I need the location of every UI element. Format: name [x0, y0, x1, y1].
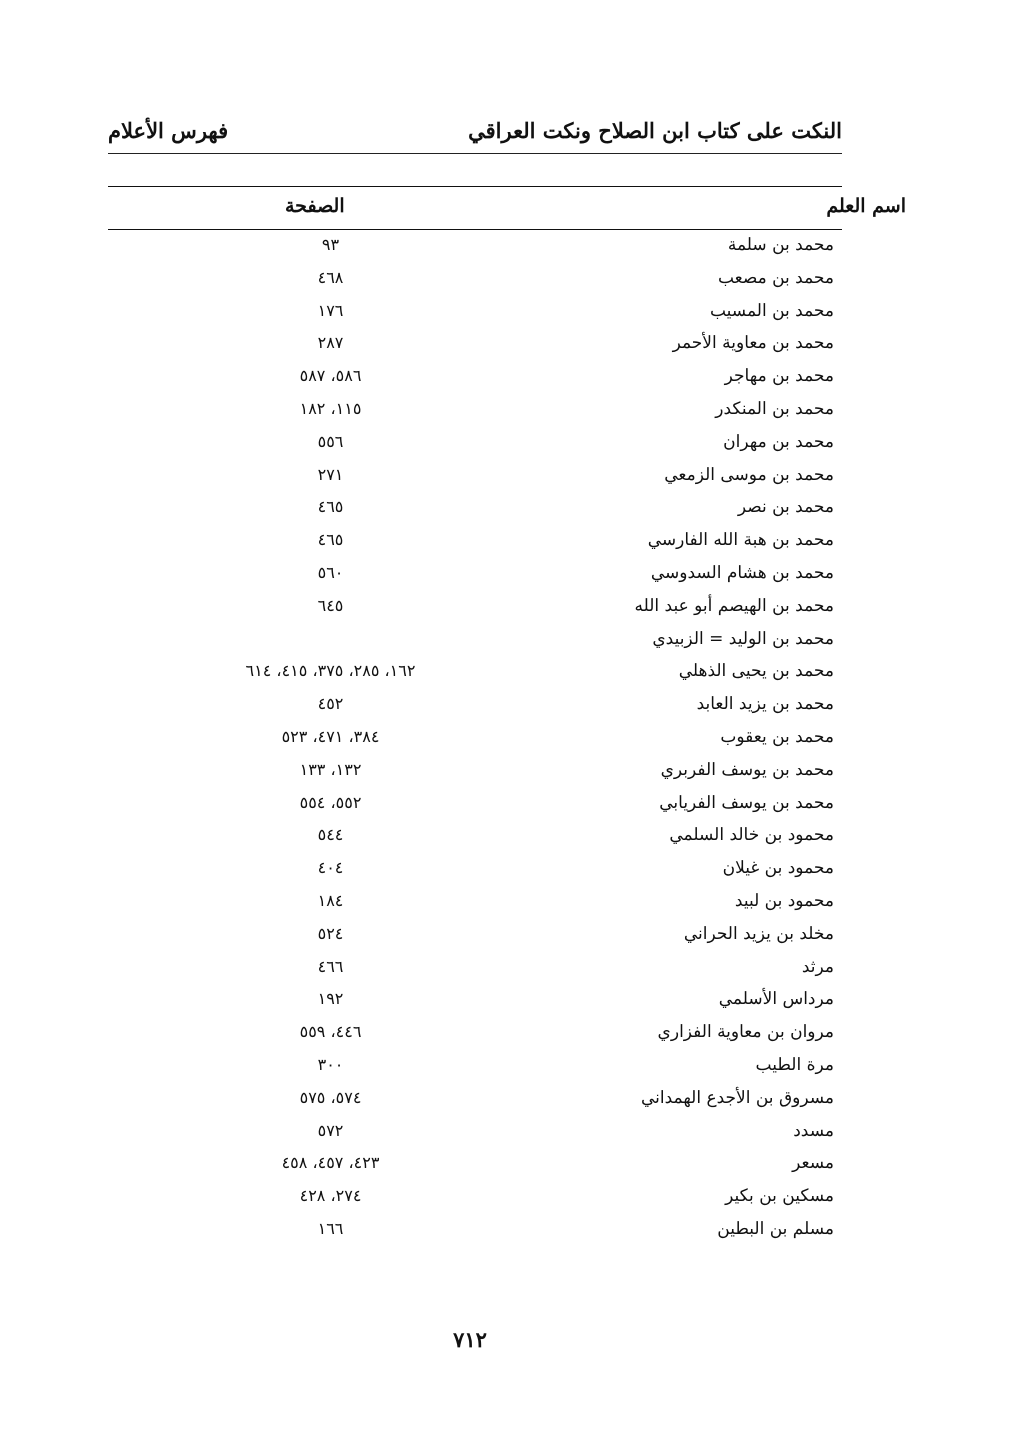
entry-pages: ٩٣: [321, 235, 340, 254]
entry-pages: ٢٧١: [317, 464, 344, 484]
entry-name: مسدد: [793, 1120, 834, 1141]
entry-pages: ٥٤٤: [317, 825, 344, 845]
table-row: [108, 232, 842, 265]
entry-pages: ٦٤٥: [317, 595, 344, 615]
table-row: [108, 494, 842, 527]
entry-pages: ٤٦٥: [317, 497, 344, 517]
entry-name: محمد بن سلمة: [727, 235, 834, 255]
table-row: [108, 986, 842, 1019]
entry-name: محمد بن يعقوب: [720, 726, 834, 747]
table-row: [108, 790, 842, 823]
entry-name: محمد بن يوسف الفربري: [660, 759, 834, 780]
entry-name: محمد بن المسيب: [709, 300, 834, 321]
table-row: [108, 265, 842, 298]
entry-pages: ٤٦٥: [317, 530, 344, 550]
table-row: [108, 1118, 842, 1151]
column-header-page: الصفحة: [285, 195, 345, 217]
entry-name: مسلم بن البطين: [717, 1218, 834, 1239]
table-row: [108, 1085, 842, 1118]
table-row: [108, 560, 842, 593]
entry-pages: ٤٤٦، ٥٥٩: [299, 1022, 362, 1042]
table-row: [108, 757, 842, 790]
entry-name: مروان بن معاوية الفزاري: [657, 1022, 834, 1043]
entry-name: محمد بن نصر: [737, 497, 834, 518]
entry-name: محمد بن المنكدر: [715, 398, 834, 419]
table-row: [108, 363, 842, 396]
column-header-name: اسم العلم: [826, 195, 906, 217]
entry-pages: ١٨٤: [317, 890, 344, 910]
table-row: [108, 626, 842, 659]
entry-pages: ٣٨٤، ٤٧١، ٥٢٣: [281, 726, 380, 746]
entry-name: محمد بن موسى الزمعي: [664, 464, 834, 485]
entry-name: محمود بن خالد السلمي: [669, 825, 834, 846]
table-row: [108, 921, 842, 954]
entry-name: محمد بن مهاجر: [724, 366, 834, 387]
entry-name: مسروق بن الأجدع الهمداني: [640, 1087, 834, 1108]
entry-name: مسكين بن بكير: [725, 1186, 834, 1207]
index-table-body: [108, 232, 842, 1249]
entry-pages: ١٣٢، ١٣٣: [299, 759, 362, 779]
entry-name: محمد بن معاوية الأحمر: [672, 333, 834, 354]
entry-pages: ٤٢٣، ٤٥٧، ٤٥٨: [281, 1153, 380, 1173]
table-row: [108, 658, 842, 691]
entry-pages: ٥٥٦: [317, 431, 344, 451]
book-title: النكت على كتاب ابن الصلاح ونكت العراقي: [468, 118, 842, 143]
entry-pages: ١٩٢: [317, 989, 344, 1009]
entry-pages: ١١٥، ١٨٢: [299, 398, 362, 418]
entry-pages: ٤٥٢: [317, 694, 344, 714]
table-row: [108, 855, 842, 888]
entry-name: محمد بن هبة الله الفارسي: [647, 530, 834, 551]
page-number: ٧١٢: [453, 1327, 487, 1352]
entry-pages: ٥٥٢، ٥٥٤: [299, 792, 362, 812]
table-top-rule: [108, 186, 842, 187]
section-title: فهرس الأعلام: [108, 118, 229, 143]
entry-pages: ٥٧٢: [317, 1120, 344, 1140]
entry-pages: ٥٦٠: [317, 562, 344, 582]
table-row: [108, 691, 842, 724]
entry-name: مخلد بن يزيد الحراني: [683, 923, 834, 944]
table-row: [108, 954, 842, 987]
entry-pages: ٤٠٤: [317, 858, 344, 878]
table-row: [108, 724, 842, 757]
table-row: [108, 1183, 842, 1216]
table-row: [108, 429, 842, 462]
table-row: [108, 396, 842, 429]
header-rule: [108, 153, 842, 154]
entry-name: محمد بن يحيى الذهلي: [678, 661, 834, 682]
entry-name: محمود بن لبيد: [734, 890, 834, 911]
entry-name: محمد بن الوليد = الزبيدي: [652, 628, 834, 649]
table-row: [108, 1150, 842, 1183]
table-row: [108, 330, 842, 363]
entry-name: مرثد: [801, 956, 834, 977]
entry-name: محمود بن غيلان: [722, 858, 834, 879]
table-row: [108, 1019, 842, 1052]
table-row: [108, 1216, 842, 1249]
table-row: [108, 462, 842, 495]
entry-name: محمد بن مصعب: [717, 267, 834, 288]
entry-pages: ٤٦٨: [317, 267, 344, 287]
entry-name: مرة الطيب: [755, 1054, 834, 1075]
entry-pages: ٥٨٦، ٥٨٧: [299, 366, 362, 386]
table-row: [108, 593, 842, 626]
running-header: [108, 118, 842, 152]
entry-pages: ٤٦٦: [317, 956, 344, 976]
table-row: [108, 822, 842, 855]
table-header-rule: [108, 229, 842, 230]
entry-name: مسعر: [792, 1153, 834, 1174]
entry-pages: ١٦٦: [317, 1218, 344, 1238]
entry-name: محمد بن هشام السدوسي: [650, 562, 834, 583]
entry-pages: ١٦٢، ٢٨٥، ٣٧٥، ٤١٥، ٦١٤: [245, 661, 416, 681]
table-row: [108, 1052, 842, 1085]
entry-name: محمد بن الهيصم أبو عبد الله: [634, 595, 834, 616]
entry-name: محمد بن يزيد العابد: [696, 694, 834, 715]
entry-pages: ١٧٦: [317, 300, 344, 320]
table-row: [108, 527, 842, 560]
entry-pages: ٥٢٤: [317, 923, 344, 943]
table-row: [108, 298, 842, 331]
table-row: [108, 888, 842, 921]
entry-name: مرداس الأسلمي: [718, 989, 834, 1010]
entry-name: محمد بن مهران: [723, 431, 834, 452]
entry-pages: ٢٨٧: [317, 333, 344, 353]
entry-name: محمد بن يوسف الفريابي: [659, 792, 834, 813]
entry-pages: ٢٧٤، ٤٢٨: [299, 1186, 362, 1206]
entry-pages: ٣٠٠: [317, 1054, 344, 1074]
entry-pages: ٥٧٤، ٥٧٥: [299, 1087, 362, 1107]
